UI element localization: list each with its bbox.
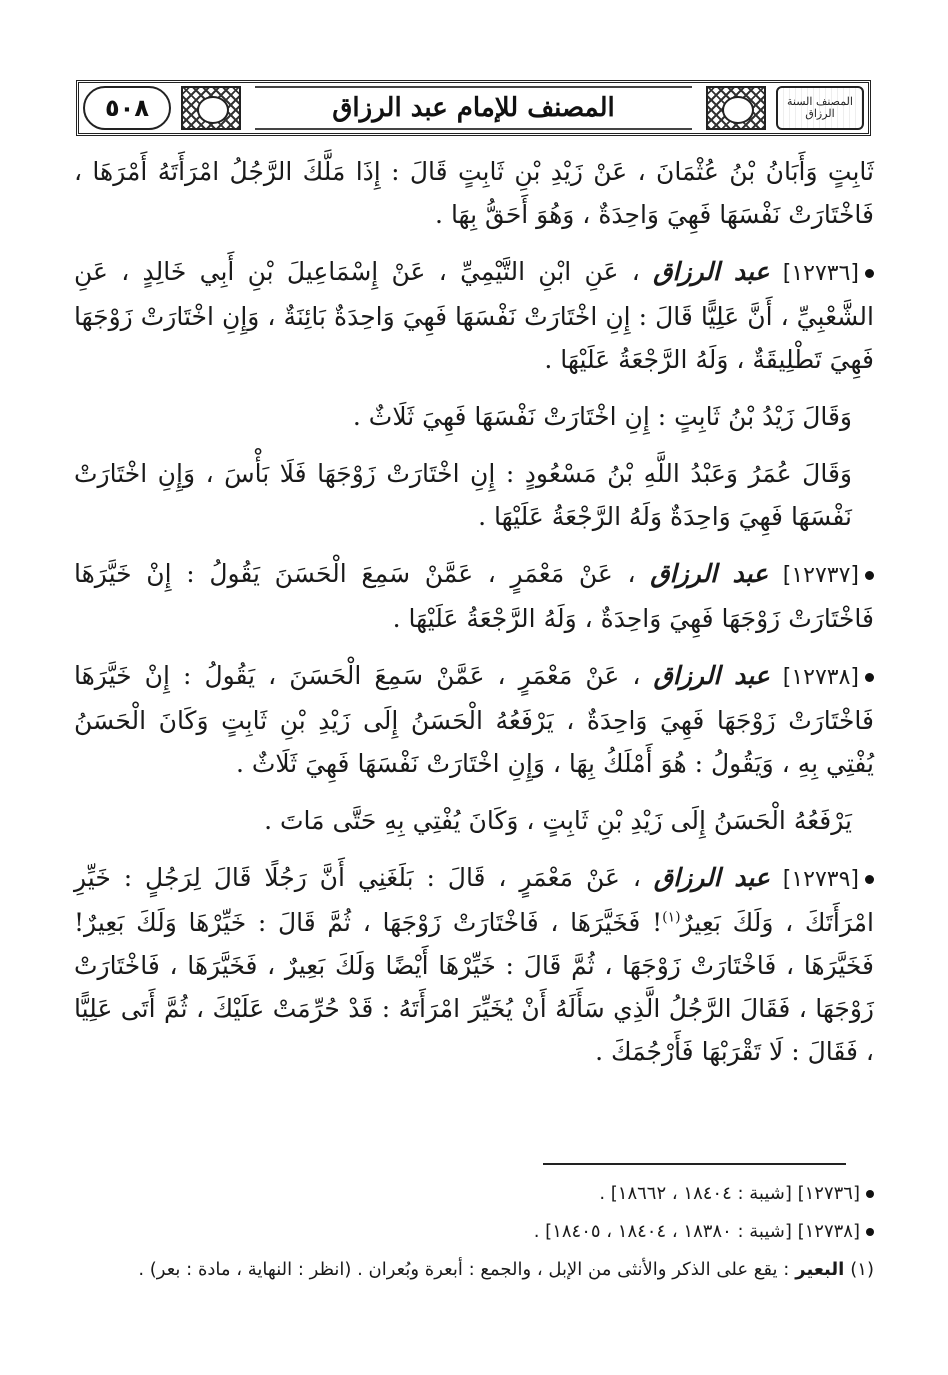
hadith-text: ، عَنْ مَعْمَرٍ ، عَمَّنْ سَمِعَ الْحَسَنَ يَقُولُ : إِنْ خَيَّرَهَا فَاخْتَارَتْ زَوْجَهَا فَهِيَ وَاحِدَةٌ ، وَلَهُ الرَّجْعَةُ عَلَيْهَا . <box>74 559 874 633</box>
page-number: ٥٠٨ <box>105 94 149 122</box>
bullet-icon <box>865 673 874 682</box>
narrator-name: عبد الرزاق <box>653 863 770 892</box>
footnote-text: : يقع على الذكر والأنثى من الإبل ، والجمع : أبعرة وبُعران . (انظر : النهاية ، مادة : بعر) . <box>138 1259 790 1280</box>
hadith-text: ، عَنْ مَعْمَرٍ ، قَالَ : بَلَغَنِي أَنَّ رَجُلًا قَالَ لِرَجُلٍ : خَيِّرِ امْرَأَتَكَ ، وَلَكَ بَعِيرٌ <box>74 863 874 937</box>
paragraph-text: وَقَالَ زَيْدُ بْنُ ثَابِتٍ : إِنِ اخْتَارَتْ نَفْسَهَا فَهِيَ ثَلَاثٌ . <box>352 402 852 431</box>
paragraph-text: يَرْفَعُهُ الْحَسَنُ إِلَى زَيْدِ بْنِ ثَابِتٍ ، وَكَانَ يُفْتِي بِهِ حَتَّى مَاتَ . <box>264 806 852 835</box>
paragraph-continuation <box>74 150 874 236</box>
right-ornament-icon <box>706 86 766 130</box>
narrator-name: عبد الرزاق <box>653 661 770 690</box>
page-number-cartouche <box>83 86 171 130</box>
bullet-icon <box>866 1190 874 1198</box>
left-ornament-icon <box>181 86 241 130</box>
hadith-number: [١٢٧٣٩] <box>782 867 859 892</box>
footnote-divider <box>543 1163 846 1165</box>
paragraph-text: وَقَالَ عُمَرُ وَعَبْدُ اللَّهِ بْنُ مَسْعُودٍ : إِنِ اخْتَارَتْ زَوْجَهَا فَلَا بَأْسَ ، وَإِنِ اخْتَارَتْ نَفْسَهَا فَهِيَ وَاحِدَةٌ وَلَهُ الرَّجْعَةُ عَلَيْهَا . <box>74 459 852 531</box>
header-title-band <box>255 86 692 130</box>
paragraph-umar <box>74 452 874 538</box>
paragraph-hasan <box>74 799 874 842</box>
paragraph-text: ثَابِتٍ وَأَبَانُ بْنُ عُثْمَانَ ، عَنْ زَيْدِ بْنِ ثَابِتٍ قَالَ : إِذَا مَلَّكَ الرَّجُلُ امْرَأَتَهُ أَمْرَهَا ، فَاخْتَارَتْ نَفْسَهَا فَهِيَ وَاحِدَةٌ ، وَهُوَ أَحَقُّ بِهَا . <box>74 157 874 229</box>
bullet-icon <box>865 269 874 278</box>
narrator-name: عبد الرزاق <box>650 559 769 588</box>
seal-text: المصنف السنة الرزاق <box>787 95 853 120</box>
footnote-text: [١٢٧٣٨] [شيبة : ١٨٣٨٠ ، ١٨٤٠٤ ، ١٨٤٠٥] . <box>533 1221 860 1242</box>
bullet-icon <box>865 571 874 580</box>
narrator-name: عبد الرزاق <box>653 257 770 286</box>
paragraph-zayd <box>74 395 874 438</box>
hadith-text: ، عَنْ مَعْمَرٍ ، عَمَّنْ سَمِعَ الْحَسَنَ ، يَقُولُ : إِنْ خَيَّرَهَا فَاخْتَارَتْ زَوْجَهَا فَهِيَ وَاحِدَةٌ ، يَرْفَعُهُ الْحَسَنُ إِلَى زَيْدِ بْنِ ثَابِتٍ وَكَانَ الْحَسَنُ يُفْتِي بِهِ ، وَيَقُولُ : هُوَ أَمْلَكُ بِهَا ، وَإِنِ اخْتَارَتْ نَفْسَهَا فَهِيَ ثَلَاثٌ . <box>74 661 874 778</box>
hadith-number: [١٢٧٣٨] <box>782 665 859 690</box>
hadith-12736 <box>74 250 874 381</box>
page-header <box>76 80 871 136</box>
publisher-seal-icon <box>776 86 864 130</box>
footnote-1 <box>74 1254 874 1286</box>
bullet-icon <box>866 1228 874 1236</box>
footnote-12736 <box>74 1178 874 1210</box>
hadith-number: [١٢٧٣٧] <box>782 563 859 588</box>
main-text <box>74 150 874 1087</box>
hadith-text: ، عَنِ ابْنِ التَّيْمِيِّ ، عَنْ إِسْمَاعِيلَ بْنِ أَبِي خَالِدٍ ، عَنِ الشَّعْبِيِّ ، أَنَّ عَلِيًّا قَالَ : إِنِ اخْتَارَتْ نَفْسَهَا فَهِيَ وَاحِدَةٌ بَائِنَةٌ ، وَإِنِ اخْتَارَتْ زَوْجَهَا فَهِيَ تَطْلِيقَةٌ ، وَلَهُ الرَّجْعَةُ عَلَيْهَا . <box>74 257 874 374</box>
hadith-text-continued: ! فَخَيَّرَهَا ، فَاخْتَارَتْ زَوْجَهَا ، ثُمَّ قَالَ : خَيِّرْهَا وَلَكَ بَعِيرٌ! فَخَيَّرَهَا ، فَاخْتَارَتْ زَوْجَهَا ، ثُمَّ قَالَ : خَيِّرْهَا أَيْضًا وَلَكَ بَعِيرٌ ، فَخَيَّرَهَا ، فَاخْتَارَتْ زَوْجَهَا ، فَقَالَ الرَّجُلُ الَّذِي سَأَلَهُ أَنْ يُخَيِّرَ امْرَأَتَهُ : قَدْ حُرِّمَتْ عَلَيْكَ ، ثُمَّ أَتَى عَلِيًّا ، فَقَالَ : لَا تَقْرَبْهَا فَأَرْجُمَكَ . <box>74 908 874 1066</box>
hadith-12739 <box>74 856 874 1073</box>
footnote-text: [١٢٧٣٦] [شيبة : ١٨٤٠٤ ، ١٨٦٦٢] . <box>599 1183 860 1204</box>
footnote-number: (١) <box>850 1259 874 1280</box>
footnote-12738 <box>74 1216 874 1248</box>
hadith-12737 <box>74 552 874 640</box>
bullet-icon <box>865 875 874 884</box>
book-title: المصنف للإمام عبد الرزاق <box>332 93 615 123</box>
footnotes <box>74 1178 874 1292</box>
hadith-number: [١٢٧٣٦] <box>782 261 860 286</box>
hadith-12738 <box>74 654 874 785</box>
footnote-reference[interactable]: (١) <box>662 909 681 926</box>
footnote-term: البعير <box>795 1259 845 1280</box>
